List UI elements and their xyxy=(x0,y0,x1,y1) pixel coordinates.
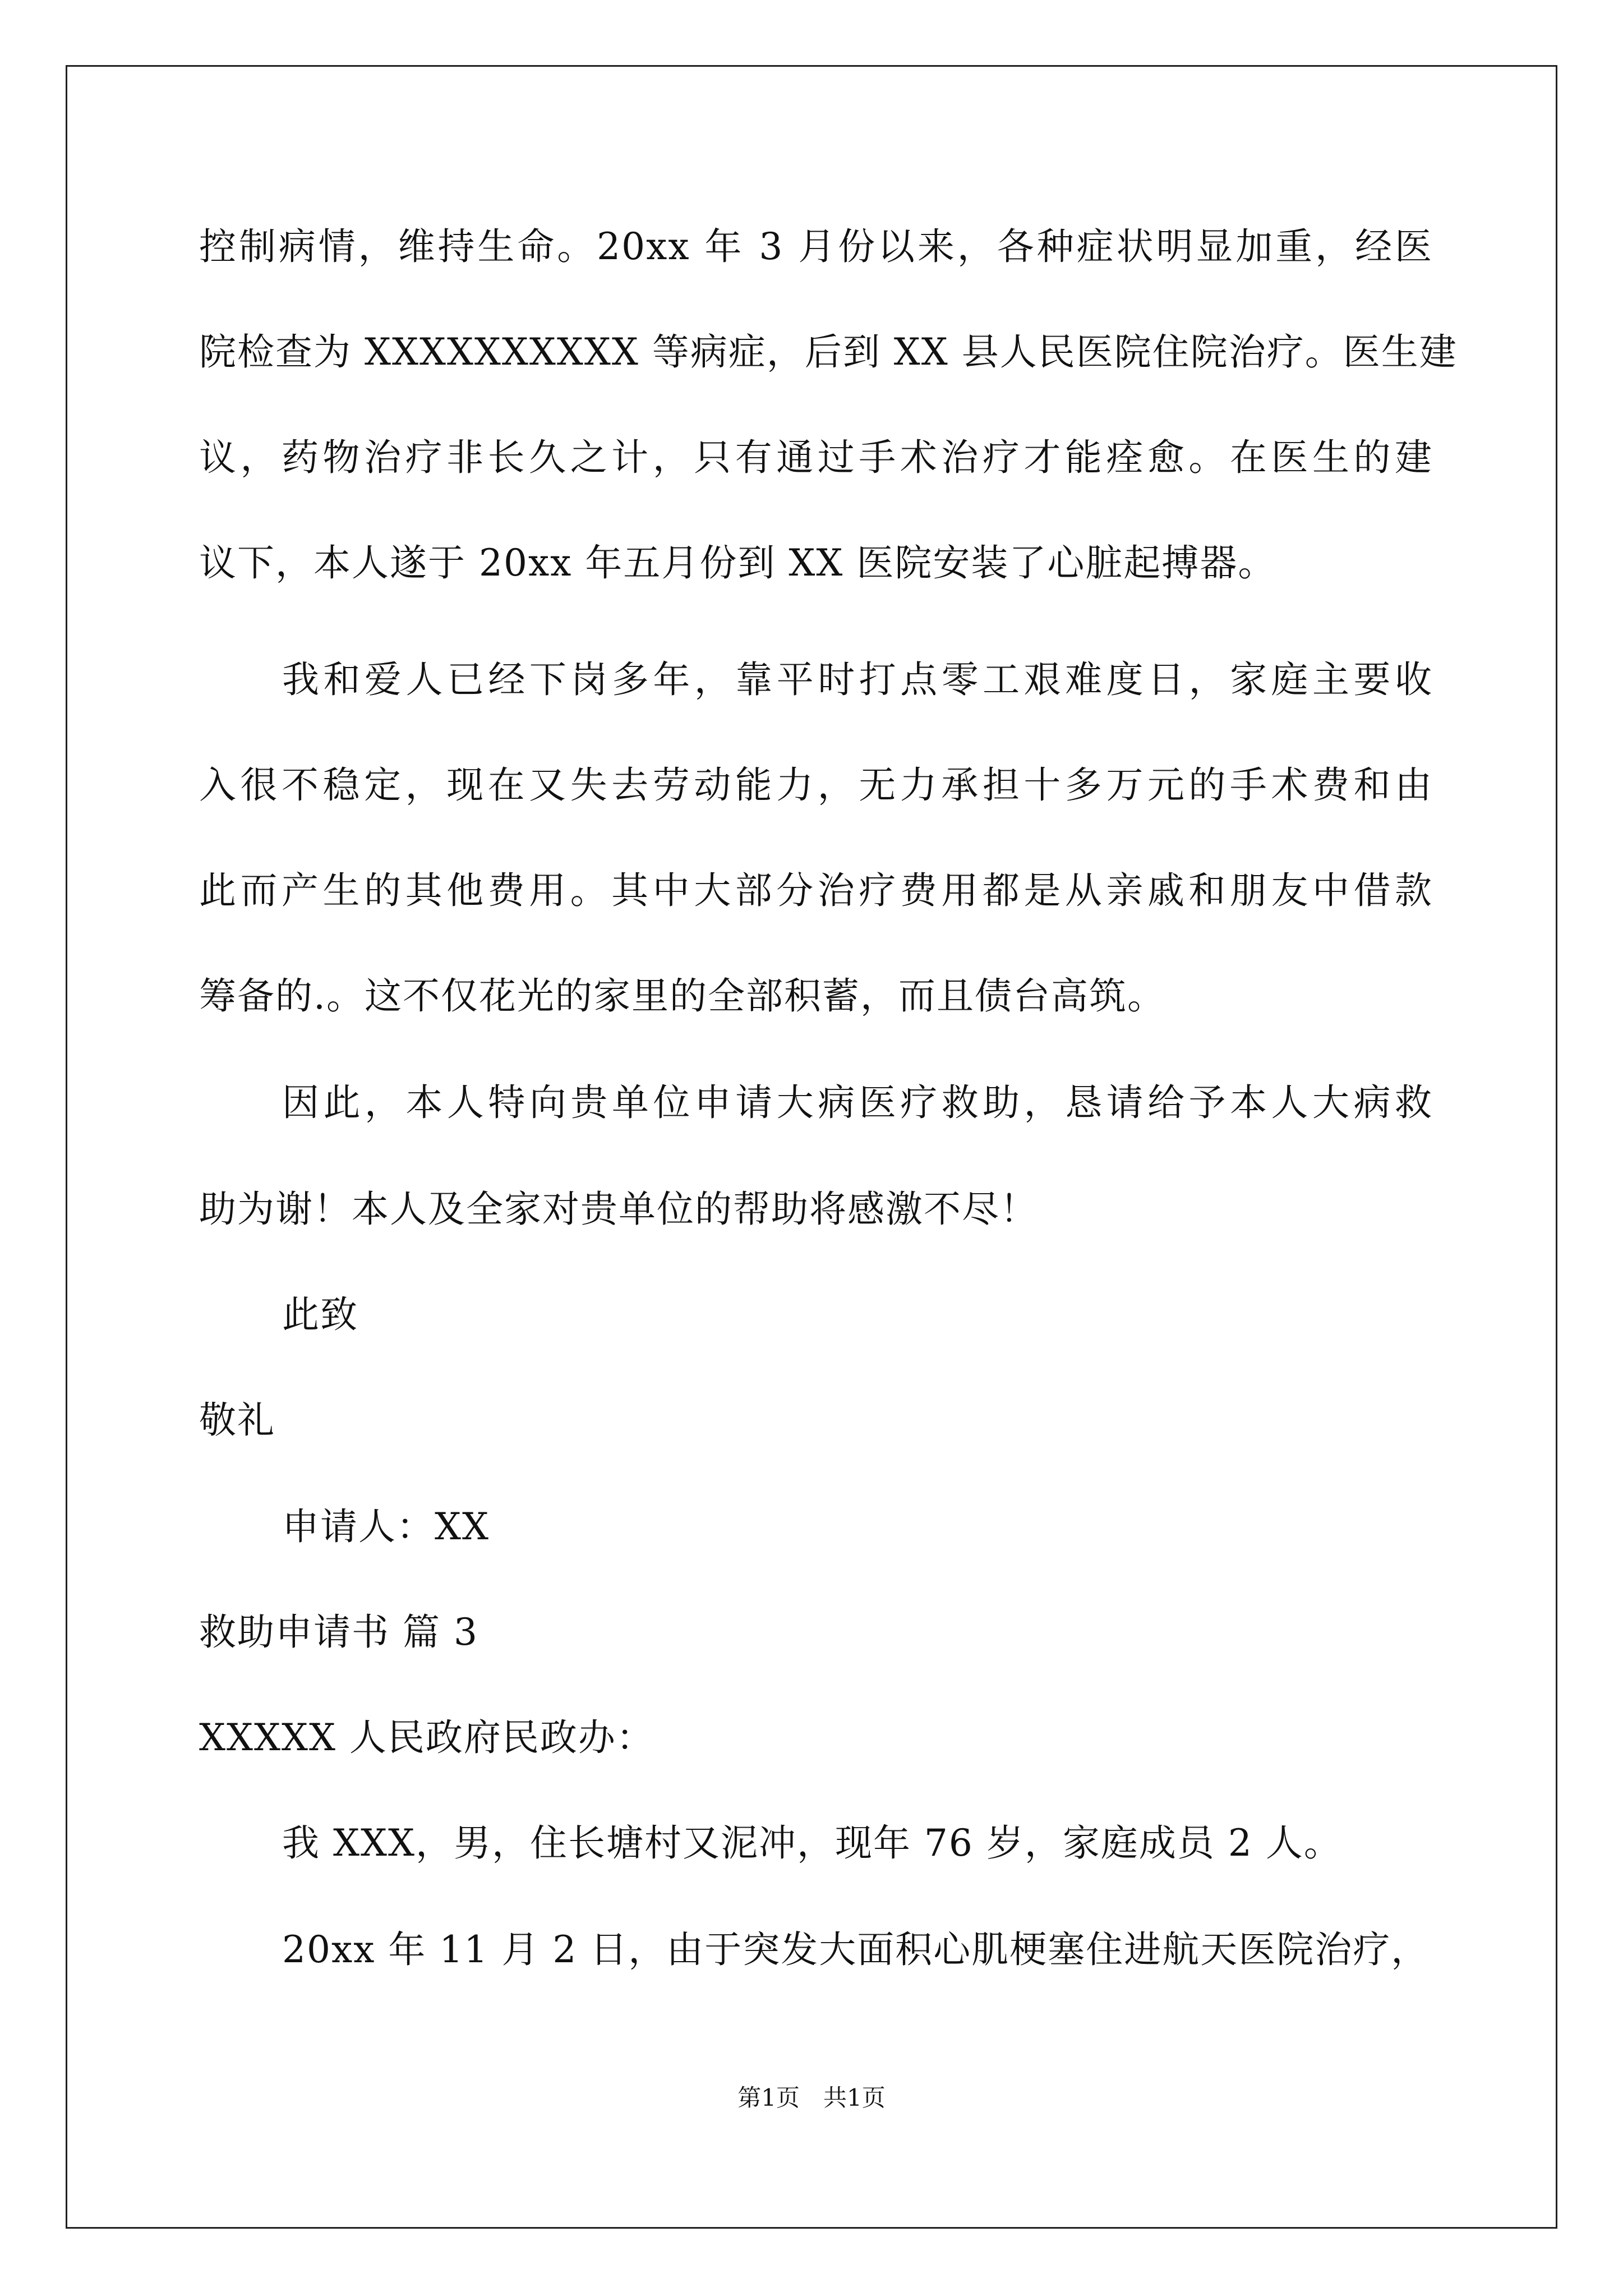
applicant-signature: 申请人：XX xyxy=(282,1505,490,1548)
paragraph-line: 院检查为 XXXXXXXXXX 等病症，后到 XX 县人民医院住院治疗。医生建 xyxy=(199,330,1458,374)
paragraph-line: 我和爱人已经下岗多年，靠平时打点零工艰难度日，家庭主要收 xyxy=(282,658,1433,701)
page-footer: 第1页 共1页 xyxy=(737,2084,886,2111)
paragraph-line: 此而产生的其他费用。其中大部分治疗费用都是从亲戚和朋友中借款 xyxy=(199,869,1433,912)
page-border xyxy=(66,65,1557,2229)
paragraph-line: 我 XXX，男，住长塘村又泥冲，现年 76 岁，家庭成员 2 人。 xyxy=(282,1821,1342,1865)
paragraph-line: 20xx 年 11 月 2 日，由于突发大面积心肌梗塞住进航天医院治疗， xyxy=(282,1928,1430,1971)
paragraph-line: 入很不稳定，现在又失去劳动能力，无力承担十多万元的手术费和由 xyxy=(199,763,1433,807)
closing-regards: 敬礼 xyxy=(199,1398,275,1442)
paragraph-line: 筹备的.。这不仅花光的家里的全部积蓄，而且债台高筑。 xyxy=(199,974,1165,1018)
paragraph-line: 控制病情，维持生命。20xx 年 3 月份以来，各种症状明显加重，经医 xyxy=(199,225,1433,268)
paragraph-line: 议下，本人遂于 20xx 年五月份到 XX 医院安装了心脏起搏器。 xyxy=(199,541,1276,585)
section-heading: 救助申请书 篇 3 xyxy=(199,1611,478,1654)
paragraph-line: 议，药物治疗非长久之计，只有通过手术治疗才能痊愈。在医生的建 xyxy=(199,436,1433,479)
addressee: XXXXX 人民政府民政办： xyxy=(199,1716,654,1759)
closing-salutation: 此致 xyxy=(282,1293,358,1336)
paragraph-line: 因此，本人特向贵单位申请大病医疗救助，恳请给予本人大病救 xyxy=(282,1081,1433,1124)
paragraph-line: 助为谢！本人及全家对贵单位的帮助将感激不尽！ xyxy=(199,1188,1038,1231)
